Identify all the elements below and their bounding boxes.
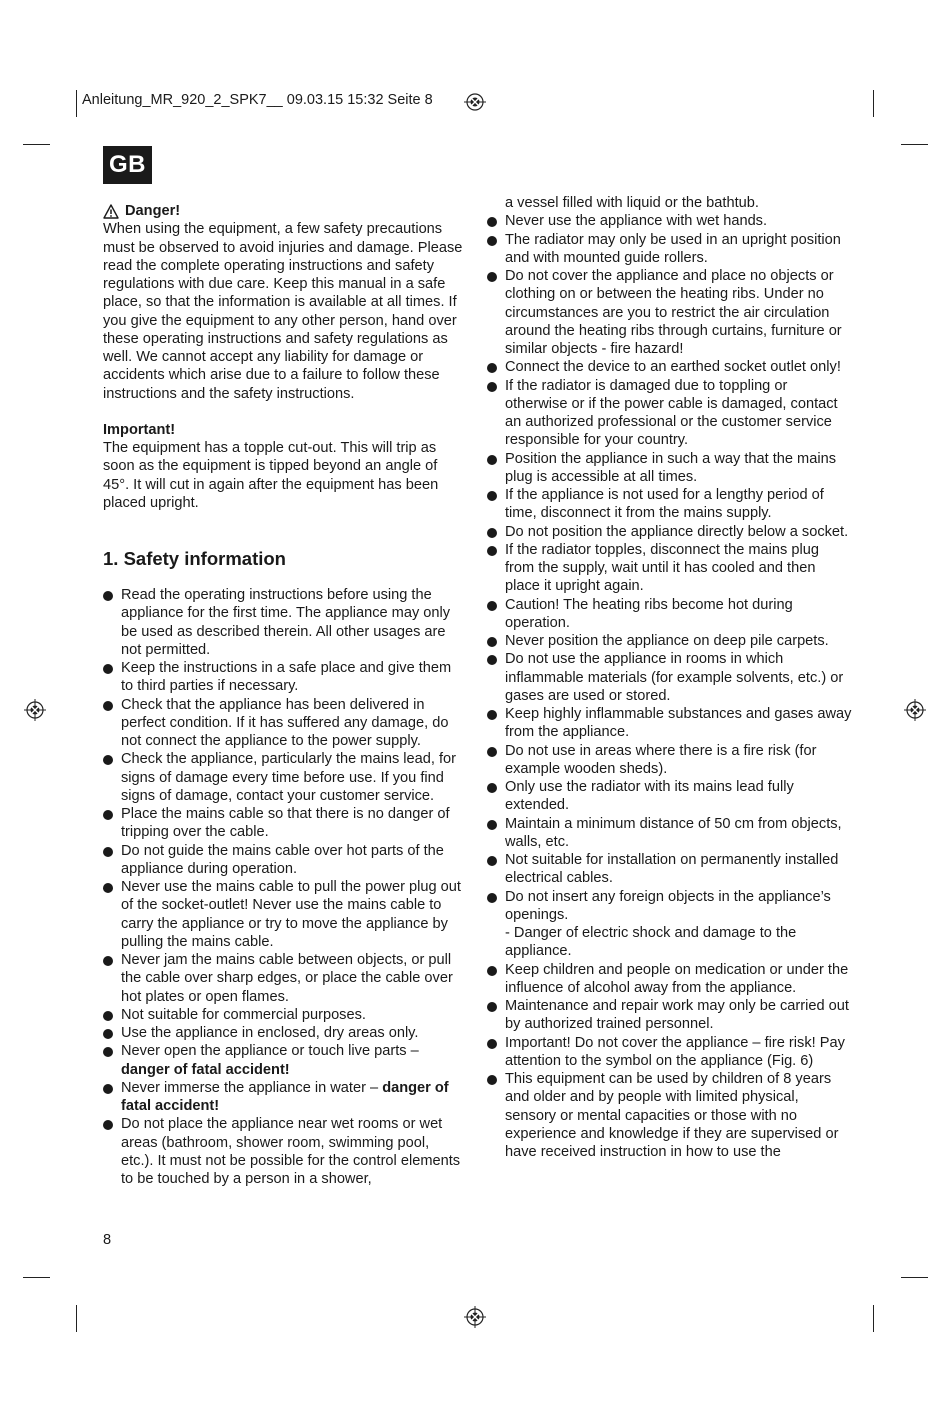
list-item: If the radiator topples, disconnect the mains plug from the supply, wait until it has cooled and then place it upright again. — [487, 541, 852, 596]
list-item: Never jam the mains cable between objects, or pull the cable over sharp edges, or place the cable over hot plates or open flames. — [103, 951, 465, 1006]
list-item: Do not use the appliance in rooms in which inflammable materials (for example solvents, etc.) or gases are used or stored. — [487, 650, 852, 705]
list-item: Caution! The heating ribs become hot during operation. — [487, 596, 852, 633]
crop-mark — [23, 144, 50, 145]
list-item: Keep the instructions in a safe place and give them to third parties if necessary. — [103, 659, 465, 696]
danger-title: Danger! — [125, 203, 181, 219]
list-item: If the appliance is not used for a lengthy period of time, disconnect it from the mains supply. — [487, 486, 852, 523]
list-item: Do not insert any foreign objects in the appliance’s openings. — [487, 888, 852, 925]
list-item: Not suitable for installation on permanently installed electrical cables. — [487, 851, 852, 888]
list-item: Maintain a minimum distance of 50 cm from objects, walls, etc. — [487, 815, 852, 852]
important-text: The equipment has a topple cut-out. This will trip as soon as the equipment is tipped beyond an angle of 45°. It will cut in again after the equipment has been placed upright. — [103, 440, 439, 511]
list-item: Read the operating instructions before using the appliance for the first time. The appliance may only be used as described therein. All other usages are not permitted. — [103, 586, 465, 659]
crop-mark — [901, 1277, 928, 1278]
print-slug: Anleitung_MR_920_2_SPK7__ 09.03.15 15:32 Seite 8 — [82, 92, 433, 108]
continued-text: a vessel filled with liquid or the bathtub. — [505, 195, 759, 211]
safety-list-left — [103, 586, 465, 1188]
list-item: Never use the appliance with wet hands. — [487, 212, 852, 230]
crop-mark — [873, 90, 874, 117]
list-item: Check the appliance, particularly the mains lead, for signs of damage every time before use. If you find signs of damage, contact your customer service. — [103, 750, 465, 805]
list-item: Do not cover the appliance and place no objects or clothing on or between the heating ribs. Under no circumstances are you to restrict the air circulation around the heating ribs through curtains, furniture or similar objects - fire hazard! — [487, 267, 852, 358]
crop-mark — [23, 1277, 50, 1278]
list-item: Keep highly inflammable substances and gases away from the appliance. — [487, 705, 852, 742]
list-item: Connect the device to an earthed socket outlet only! — [487, 358, 852, 376]
registration-mark-icon — [904, 699, 926, 721]
crop-mark — [901, 144, 928, 145]
list-item: Never use the mains cable to pull the power plug out of the socket-outlet! Never use the mains cable to carry the appliance or try to move the appliance by pulling the mains cable. — [103, 878, 465, 951]
list-item: Only use the radiator with its mains lead fully extended. — [487, 778, 852, 815]
list-item: Do not use in areas where there is a fire risk (for example wooden sheds). — [487, 742, 852, 779]
list-item: Position the appliance in such a way that the mains plug is accessible at all times. — [487, 450, 852, 487]
list-item: The radiator may only be used in an upright position and with mounted guide rollers. — [487, 231, 852, 268]
warning-triangle-icon — [103, 204, 119, 219]
crop-mark — [76, 1305, 77, 1332]
list-item: Place the mains cable so that there is no danger of tripping over the cable. — [103, 805, 465, 842]
registration-mark-icon — [464, 91, 486, 113]
danger-heading — [103, 202, 465, 220]
list-item: Use the appliance in enclosed, dry areas only. — [103, 1024, 465, 1042]
page-number: 8 — [103, 1232, 112, 1248]
crop-mark — [76, 90, 77, 117]
danger-note: - Danger of electric shock and damage to the appliance. — [505, 925, 797, 960]
list-item: Do not guide the mains cable over hot parts of the appliance during operation. — [103, 842, 465, 879]
list-item: This equipment can be used by children of 8 years and older and by people with limited physical, sensory or mental capacities or those with no experience and knowledge if they are supervised or have received instruction in how to use the — [487, 1070, 852, 1161]
language-badge: GB — [103, 146, 152, 184]
registration-mark-icon — [24, 699, 46, 721]
crop-mark — [873, 1305, 874, 1332]
list-item: Not suitable for commercial purposes. — [103, 1006, 465, 1024]
right-column — [487, 194, 852, 1161]
safety-list-right-2 — [487, 961, 852, 1162]
list-item: Never position the appliance on deep pile carpets. — [487, 632, 852, 650]
registration-mark-icon — [464, 1306, 486, 1328]
list-item: If the radiator is damaged due to toppling or otherwise or if the power cable is damaged, contact an authorized professional or the customer service responsible for your country. — [487, 377, 852, 450]
list-item: Important! Do not cover the appliance – fire risk! Pay attention to the symbol on the appliance (Fig. 6) — [487, 1034, 852, 1071]
list-item: Do not position the appliance directly below a socket. — [487, 523, 852, 541]
list-item: Never immerse the appliance in water – danger of fatal accident! — [103, 1079, 465, 1116]
list-item: Maintenance and repair work may only be carried out by authorized trained personnel. — [487, 997, 852, 1034]
left-column — [103, 202, 465, 1188]
safety-list-right — [487, 212, 852, 924]
list-item: Check that the appliance has been delivered in perfect condition. If it has suffered any damage, do not connect the appliance to the power supply. — [103, 696, 465, 751]
list-item: Never open the appliance or touch live parts – danger of fatal accident! — [103, 1042, 465, 1079]
list-item: Do not place the appliance near wet rooms or wet areas (bathroom, shower room, swimming pool, etc.). It must not be possible for the control elements to be touched by a person in a shower, — [103, 1115, 465, 1188]
section-title: 1. Safety information — [103, 548, 286, 569]
important-title: Important! — [103, 421, 176, 438]
danger-text: When using the equipment, a few safety precautions must be observed to avoid injuries and damage. Please read the complete operating instructions and safety regulations with due care. Keep this manual in a safe place, so that the information is available at all times. If you give the equipment to any other person, hand over these operating instructions and safety regulations as well. We cannot accept any liability for damage or accidents which arise due to a failure to follow these instructions and the safety instructions. — [103, 221, 463, 402]
list-item: Keep children and people on medication or under the influence of alcohol away from the appliance. — [487, 961, 852, 998]
